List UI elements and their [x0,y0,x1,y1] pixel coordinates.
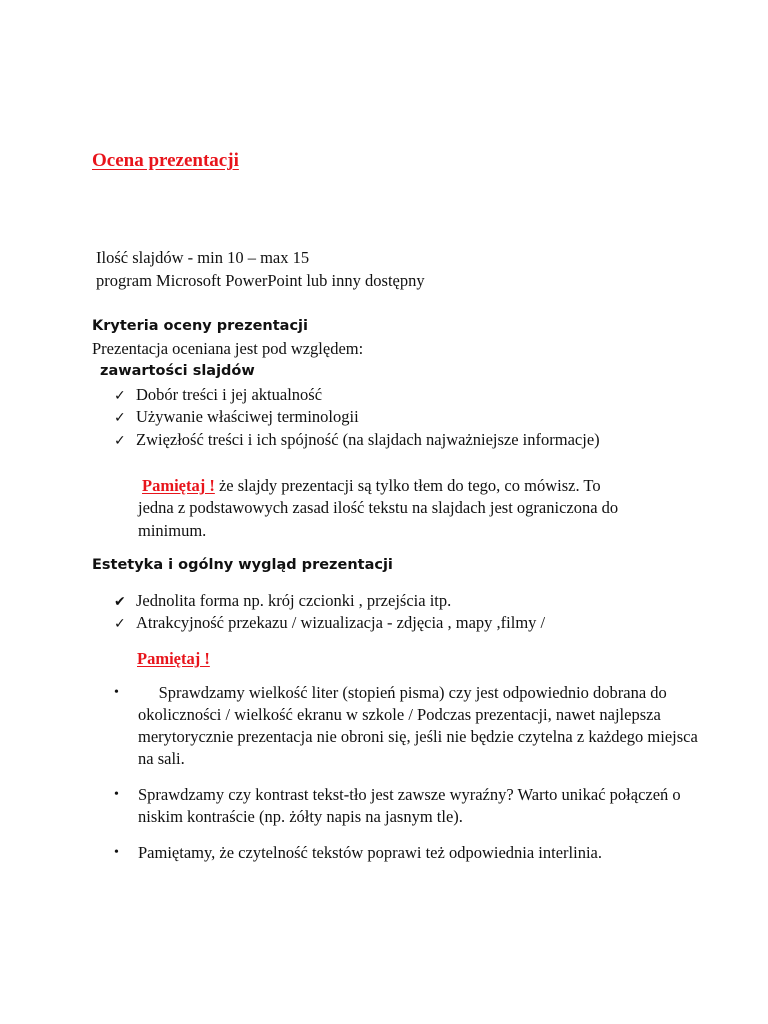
check-icon: ✔ [114,594,126,610]
check-icon: ✓ [114,410,126,426]
note1-line-3: minimum. [138,521,207,540]
note1-line-1: Pamiętaj ! że slajdy prezentacji są tylko tłem do tego, co mówisz. To [142,476,601,495]
aesthetics-item-1: ✔ Jednolita forma np. krój czcionki , przejścia itp. [114,590,451,613]
aesthetics-item-2: ✓ Atrakcyjność przekazu / wizualizacja - zdjęcia , mapy ,filmy / [114,612,545,635]
aesthetics-heading: Estetyka i ogólny wygląd prezentacji [92,557,393,573]
bullet-icon: • [114,845,119,860]
criteria-lead: Prezentacja oceniana jest pod względem: [92,339,364,358]
criteria-item-2: ✓ Używanie właściwej terminologii [114,406,359,429]
check-icon: ✓ [114,433,126,449]
intro-line-2: program Microsoft PowerPoint lub inny dostępny [96,271,425,290]
note1-label: Pamiętaj ! [142,476,215,495]
bullet-icon: • [114,787,119,802]
note2-label: Pamiętaj ! [137,649,210,668]
bullet-icon: • [114,685,119,700]
check-icon: ✓ [114,388,126,404]
criteria-item-3: ✓ Zwięzłość treści i ich spójność (na slajdach najważniejsze informacje) [114,429,600,452]
criteria-subheading: zawartości slajdów [100,363,255,379]
check-icon: ✓ [114,616,126,632]
criteria-item-1: ✓ Dobór treści i jej aktualność [114,384,322,407]
intro-line-1: Ilość slajdów - min 10 – max 15 [96,248,310,267]
page-title: Ocena prezentacji [92,150,239,171]
note1-line-2: jedna z podstawowych zasad ilość tekstu na slajdach jest ograniczona do [138,498,619,517]
criteria-heading: Kryteria oceny prezentacji [92,318,308,334]
